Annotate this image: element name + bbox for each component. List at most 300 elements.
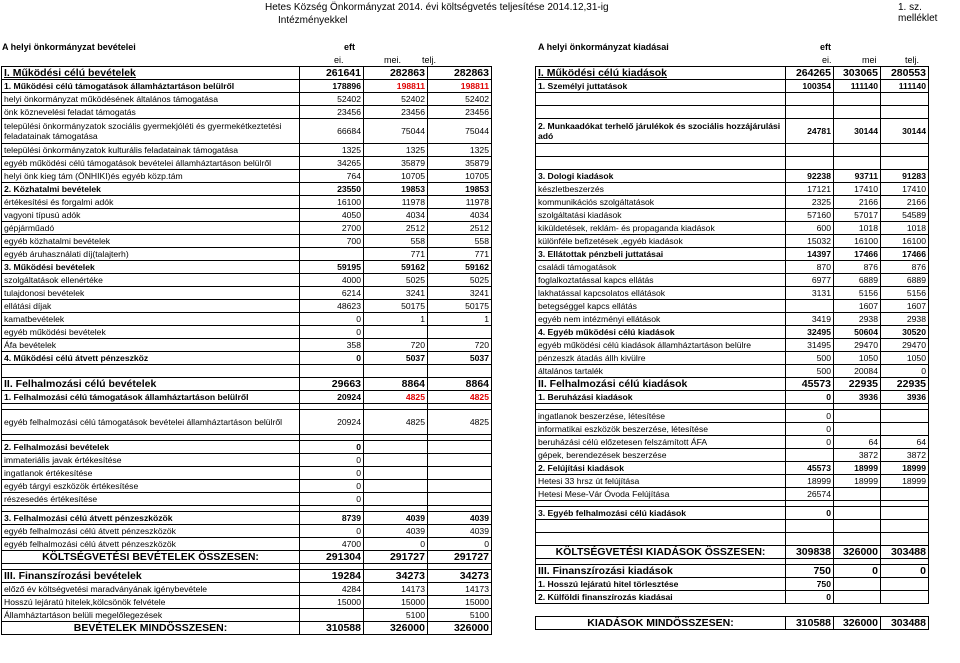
left-table-row: [2, 378, 492, 391]
left-row-value: 15000: [428, 596, 492, 609]
right-row-value: [834, 157, 881, 170]
left-row-value: 59195: [300, 261, 364, 274]
right-row-value: 0: [786, 423, 834, 436]
right-row-value: [786, 533, 834, 546]
left-row-value: 0: [300, 525, 364, 538]
right-row-label: [536, 144, 786, 157]
left-row-value: 75044: [428, 119, 492, 144]
left-row-value: 52402: [364, 93, 428, 106]
left-table-row: [2, 93, 492, 106]
right-row-value: 3872: [834, 449, 881, 462]
right-table-row: [536, 410, 929, 423]
left-row-value: 326000: [428, 622, 492, 635]
left-row-value: [364, 493, 428, 506]
right-table-row: [536, 326, 929, 339]
left-table-row: [2, 80, 492, 93]
right-table-row: [536, 436, 929, 449]
right-table-row: [536, 300, 929, 313]
left-row-value: 5100: [364, 609, 428, 622]
right-table-row: [536, 604, 929, 617]
right-row-label: KIADÁSOK MINDÖSSZESEN:: [536, 617, 786, 630]
left-row-value: 59162: [364, 261, 428, 274]
left-row-value: 52402: [428, 93, 492, 106]
left-table-row: [2, 538, 492, 551]
left-row-value: 0: [428, 538, 492, 551]
left-row-value: 0: [300, 326, 364, 339]
left-col-mei: mei.: [384, 55, 402, 65]
left-row-value: 0: [300, 467, 364, 480]
right-row-label: 2. Külföldi finanszírozás kiadásai: [536, 591, 786, 604]
left-row-value: 558: [428, 235, 492, 248]
left-row-value: 3241: [364, 287, 428, 300]
right-row-value: [834, 93, 881, 106]
right-row-value: [834, 144, 881, 157]
right-row-value: 16100: [834, 235, 881, 248]
document-title: Hetes Község Önkormányzat 2014. évi költségvetés teljesítése 2014.12,31-ig: [265, 2, 609, 13]
revenue-table: [1, 66, 492, 635]
right-row-label: különféle befizetések ,egyéb kiadások: [536, 235, 786, 248]
left-table-row: [2, 157, 492, 170]
right-row-value: [834, 488, 881, 501]
right-table-row: [536, 617, 929, 630]
right-row-value: 18999: [786, 475, 834, 488]
right-row-value: [786, 449, 834, 462]
left-row-value: [300, 248, 364, 261]
right-row-value: 54589: [881, 209, 929, 222]
right-row-value: [881, 507, 929, 520]
right-row-value: 876: [834, 261, 881, 274]
left-row-label: II. Felhalmozási célú bevételek: [2, 378, 300, 391]
right-row-value: 326000: [834, 617, 881, 630]
right-row-label: pénzeszk átadás állh kivülre: [536, 352, 786, 365]
right-row-value: 18999: [834, 475, 881, 488]
left-table-row: [2, 596, 492, 609]
left-table-row: [2, 467, 492, 480]
right-row-value: [881, 533, 929, 546]
left-row-label: egyéb felhalmozási célú átvett pénzeszközök: [2, 538, 300, 551]
left-table-row: [2, 622, 492, 635]
left-row-label: immateriális javak értékesítése: [2, 454, 300, 467]
left-table-row: [2, 339, 492, 352]
left-row-value: 11978: [428, 196, 492, 209]
right-row-value: [786, 157, 834, 170]
right-row-value: [834, 106, 881, 119]
right-row-value: 870: [786, 261, 834, 274]
left-row-label: Államháztartáson belüli megelőlegezések: [2, 609, 300, 622]
left-table-row: [2, 67, 492, 80]
right-table-row: [536, 261, 929, 274]
left-table-row: [2, 106, 492, 119]
left-row-label: 2. Felhalmozási bevételek: [2, 441, 300, 454]
right-row-value: 3936: [881, 391, 929, 404]
right-row-value: 30144: [834, 119, 881, 144]
left-row-value: 764: [300, 170, 364, 183]
left-row-value: 20924: [300, 391, 364, 404]
left-row-value: 34265: [300, 157, 364, 170]
right-row-value: [786, 300, 834, 313]
right-row-label: beruházási célú előzetesen felszámított ÁFA: [536, 436, 786, 449]
left-row-value: [300, 365, 364, 378]
right-row-label: 1. Személyi juttatások: [536, 80, 786, 93]
left-row-label: helyi önk kieg tám (ÖNHIKI)és egyéb közp.tám: [2, 170, 300, 183]
right-row-value: 750: [786, 578, 834, 591]
left-row-value: 771: [428, 248, 492, 261]
left-row-value: 66684: [300, 119, 364, 144]
right-row-label: 3. Dologi kiadások: [536, 170, 786, 183]
right-row-value: 17466: [881, 248, 929, 261]
left-row-value: [428, 493, 492, 506]
left-row-label: III. Finanszírozási bevételek: [2, 570, 300, 583]
right-row-value: 24781: [786, 119, 834, 144]
left-row-value: [428, 441, 492, 454]
right-row-value: 3131: [786, 287, 834, 300]
left-row-value: 23456: [364, 106, 428, 119]
right-table-row: [536, 507, 929, 520]
right-row-value: 500: [786, 365, 834, 378]
left-row-value: 0: [300, 313, 364, 326]
right-row-label: gépek, berendezések beszerzése: [536, 449, 786, 462]
left-row-value: 23550: [300, 183, 364, 196]
right-row-value: [881, 604, 929, 617]
left-row-label: ellátási díjak: [2, 300, 300, 313]
left-table-row: [2, 287, 492, 300]
left-heading: A helyi önkormányzat bevételei: [2, 42, 136, 52]
left-row-label: 4. Működési célú átvett pénzeszköz: [2, 352, 300, 365]
left-row-value: 34273: [364, 570, 428, 583]
left-row-value: 5037: [364, 352, 428, 365]
right-table-row: [536, 423, 929, 436]
right-row-value: 309838: [786, 546, 834, 559]
right-row-value: 876: [881, 261, 929, 274]
left-row-value: 4825: [428, 391, 492, 404]
right-row-value: [786, 144, 834, 157]
right-row-value: [834, 604, 881, 617]
left-row-value: [428, 454, 492, 467]
left-row-value: [300, 609, 364, 622]
left-row-value: 23456: [300, 106, 364, 119]
left-row-value: 10705: [428, 170, 492, 183]
right-row-value: [834, 591, 881, 604]
right-row-value: 57017: [834, 209, 881, 222]
left-row-label: előző év költségvetési maradványának igénybevétele: [2, 583, 300, 596]
left-row-value: 50175: [364, 300, 428, 313]
left-row-label: értékesítési és forgalmi adók: [2, 196, 300, 209]
left-row-label: 1. Felhalmozási célú támogatások államháztartáson belülről: [2, 391, 300, 404]
left-row-value: 4039: [364, 512, 428, 525]
right-row-value: 93711: [834, 170, 881, 183]
right-row-value: [881, 578, 929, 591]
left-table-row: [2, 261, 492, 274]
left-row-label: gépjárműadó: [2, 222, 300, 235]
right-row-value: [786, 106, 834, 119]
left-row-value: 1: [364, 313, 428, 326]
left-row-label: kamatbevételek: [2, 313, 300, 326]
right-row-value: 32495: [786, 326, 834, 339]
right-row-value: 0: [786, 507, 834, 520]
right-table-row: [536, 339, 929, 352]
left-table-row: [2, 391, 492, 404]
left-table-row: [2, 326, 492, 339]
left-row-value: 4039: [428, 525, 492, 538]
right-table-row: [536, 365, 929, 378]
expenditure-table: [535, 66, 929, 630]
right-table-row: [536, 235, 929, 248]
right-table-row: [536, 144, 929, 157]
left-row-value: 4284: [300, 583, 364, 596]
right-row-value: 0: [786, 591, 834, 604]
right-row-value: [786, 604, 834, 617]
right-row-value: 0: [881, 565, 929, 578]
right-row-value: 16100: [881, 235, 929, 248]
right-col-ei: ei.: [822, 55, 832, 65]
right-table-row: [536, 475, 929, 488]
right-table-row: [536, 209, 929, 222]
left-table-row: [2, 235, 492, 248]
right-row-value: 2166: [881, 196, 929, 209]
left-row-value: 15000: [300, 596, 364, 609]
right-row-value: 5156: [881, 287, 929, 300]
right-table-row: [536, 578, 929, 591]
right-row-label: betegséggel kapcs ellátás: [536, 300, 786, 313]
right-row-value: 1018: [881, 222, 929, 235]
right-table-row: [536, 462, 929, 475]
right-row-label: II. Felhalmozási célú kiadások: [536, 378, 786, 391]
left-row-label: BEVÉTELEK MINDÖSSZESEN:: [2, 622, 300, 635]
right-row-value: 264265: [786, 67, 834, 80]
right-row-value: 2166: [834, 196, 881, 209]
right-row-value: 29470: [881, 339, 929, 352]
right-row-value: 18999: [834, 462, 881, 475]
right-row-value: 2938: [881, 313, 929, 326]
right-table-row: [536, 313, 929, 326]
left-table-row: [2, 480, 492, 493]
right-row-value: 45573: [786, 462, 834, 475]
left-row-value: 52402: [300, 93, 364, 106]
left-row-label: 1. Működési célú támogatások államháztartáson belülről: [2, 80, 300, 93]
left-row-value: 19284: [300, 570, 364, 583]
left-row-label: egyéb tárgyi eszközök értékesítése: [2, 480, 300, 493]
left-row-value: 19853: [364, 183, 428, 196]
left-row-value: 178896: [300, 80, 364, 93]
left-row-value: 59162: [428, 261, 492, 274]
left-row-value: 282863: [428, 67, 492, 80]
right-row-value: [834, 533, 881, 546]
right-row-value: 15032: [786, 235, 834, 248]
left-row-value: 0: [300, 454, 364, 467]
right-row-value: [881, 591, 929, 604]
left-row-value: 5025: [364, 274, 428, 287]
right-table-row: [536, 591, 929, 604]
right-row-value: 3419: [786, 313, 834, 326]
left-table-row: [2, 551, 492, 564]
right-row-value: [881, 106, 929, 119]
left-row-label: települési önkormányzatok kulturális feladatainak támogatása: [2, 144, 300, 157]
right-row-label: egyéb nem intézményi ellátások: [536, 313, 786, 326]
right-row-value: 0: [786, 391, 834, 404]
right-table-row: [536, 93, 929, 106]
right-row-value: 91283: [881, 170, 929, 183]
right-row-value: 64: [881, 436, 929, 449]
right-col-telj: telj.: [905, 55, 920, 65]
left-table-row: [2, 365, 492, 378]
right-row-label: 3. Egyéb felhalmozási célú kiadások: [536, 507, 786, 520]
left-row-value: 8864: [428, 378, 492, 391]
left-row-value: 23456: [428, 106, 492, 119]
left-row-value: 558: [364, 235, 428, 248]
left-row-value: 11978: [364, 196, 428, 209]
right-table-row: [536, 449, 929, 462]
right-row-label: 2. Munkaadókat terhelő járulékok és szociális hozzájárulási adó: [536, 119, 786, 144]
left-row-value: [364, 365, 428, 378]
left-row-value: 198811: [428, 80, 492, 93]
left-col-ei: ei.: [334, 55, 344, 65]
right-row-label: [536, 106, 786, 119]
right-row-label: Hetesi Mese-Vár Óvoda Felújítása: [536, 488, 786, 501]
right-row-label: készletbeszerzés: [536, 183, 786, 196]
right-row-value: [834, 520, 881, 533]
right-table-row: [536, 80, 929, 93]
right-row-value: 17410: [834, 183, 881, 196]
right-table-row: [536, 391, 929, 404]
right-row-value: [834, 507, 881, 520]
left-row-value: 291727: [428, 551, 492, 564]
right-row-value: 30144: [881, 119, 929, 144]
right-row-value: [881, 423, 929, 436]
right-row-value: 3872: [881, 449, 929, 462]
right-row-label: egyéb működési célú kiadások államháztartáson belülre: [536, 339, 786, 352]
left-table-row: [2, 183, 492, 196]
right-table-row: [536, 222, 929, 235]
right-row-value: 18999: [881, 462, 929, 475]
right-row-value: 3936: [834, 391, 881, 404]
left-row-value: 8739: [300, 512, 364, 525]
right-table-row: [536, 157, 929, 170]
right-table-row: [536, 119, 929, 144]
right-row-label: általános tartalék: [536, 365, 786, 378]
left-row-value: 6214: [300, 287, 364, 300]
left-row-value: 771: [364, 248, 428, 261]
left-table-row: [2, 570, 492, 583]
left-row-value: 35879: [428, 157, 492, 170]
right-row-value: [881, 410, 929, 423]
right-table-row: [536, 565, 929, 578]
right-heading: A helyi önkormányzat kiadásai: [538, 42, 669, 52]
right-row-label: foglalkoztatással kapcs ellátás: [536, 274, 786, 287]
right-row-value: 20084: [834, 365, 881, 378]
left-row-value: 4825: [364, 410, 428, 435]
left-row-value: [364, 467, 428, 480]
right-row-value: 1018: [834, 222, 881, 235]
right-row-label: 1. Hosszú lejáratú hitel törlesztése: [536, 578, 786, 591]
left-row-value: 35879: [364, 157, 428, 170]
left-table-row: [2, 313, 492, 326]
left-row-value: 1325: [300, 144, 364, 157]
left-row-value: 5100: [428, 609, 492, 622]
left-row-label: egyéb működési célú támogatások bevételei államháztartáson belülről: [2, 157, 300, 170]
left-row-value: [428, 480, 492, 493]
right-row-label: lakhatással kapcsolatos ellátások: [536, 287, 786, 300]
right-row-value: 303488: [881, 546, 929, 559]
left-row-value: 4000: [300, 274, 364, 287]
left-row-value: 4034: [428, 209, 492, 222]
left-row-label: 2. Közhatalmi bevételek: [2, 183, 300, 196]
left-table-row: [2, 300, 492, 313]
right-row-value: [834, 423, 881, 436]
left-row-value: 4700: [300, 538, 364, 551]
right-table-row: [536, 170, 929, 183]
left-row-value: 261641: [300, 67, 364, 80]
right-row-value: 22935: [834, 378, 881, 391]
left-row-value: 5025: [428, 274, 492, 287]
right-row-value: 280553: [881, 67, 929, 80]
left-row-label: települési önkormányzatok szociális gyermekjóléti és gyermekétkeztetési feladatainak támogatása: [2, 119, 300, 144]
right-row-value: 57160: [786, 209, 834, 222]
right-row-value: 500: [786, 352, 834, 365]
right-row-value: 326000: [834, 546, 881, 559]
left-table-row: [2, 119, 492, 144]
right-row-label: [536, 520, 786, 533]
left-row-label: vagyoni típusú adók: [2, 209, 300, 222]
left-row-value: 10705: [364, 170, 428, 183]
right-row-label: [536, 93, 786, 106]
right-row-value: 0: [786, 436, 834, 449]
right-row-value: 14397: [786, 248, 834, 261]
left-row-value: 16100: [300, 196, 364, 209]
left-table-row: [2, 170, 492, 183]
right-row-value: [834, 410, 881, 423]
left-row-value: 700: [300, 235, 364, 248]
right-row-value: 6889: [834, 274, 881, 287]
right-row-value: [881, 520, 929, 533]
left-row-value: 1325: [364, 144, 428, 157]
right-col-mei: mei: [862, 55, 877, 65]
left-row-value: 0: [300, 352, 364, 365]
left-row-label: 3. Működési bevételek: [2, 261, 300, 274]
right-row-label: kiküldetések, reklám- és propaganda kiadások: [536, 222, 786, 235]
left-row-value: 0: [364, 538, 428, 551]
left-table-row: [2, 512, 492, 525]
left-table-row: [2, 274, 492, 287]
document-subtitle: Intézményekkel: [278, 15, 348, 26]
right-row-value: 100354: [786, 80, 834, 93]
right-row-value: 0: [834, 565, 881, 578]
left-row-value: [364, 454, 428, 467]
left-row-value: 4039: [428, 512, 492, 525]
right-row-value: 2325: [786, 196, 834, 209]
left-row-value: 50175: [428, 300, 492, 313]
left-row-value: 2700: [300, 222, 364, 235]
right-row-value: 31495: [786, 339, 834, 352]
left-table-row: [2, 493, 492, 506]
left-row-label: KÖLTSÉGVETÉSI BEVÉTELEK ÖSSZESEN:: [2, 551, 300, 564]
left-row-value: 291727: [364, 551, 428, 564]
left-table-row: [2, 196, 492, 209]
right-row-label: 1. Beruházási kiadások: [536, 391, 786, 404]
left-unit: eft: [344, 42, 355, 52]
left-row-value: 5037: [428, 352, 492, 365]
right-row-value: [881, 157, 929, 170]
right-row-value: 303488: [881, 617, 929, 630]
left-row-label: I. Működési célú bevételek: [2, 67, 300, 80]
right-row-value: 17121: [786, 183, 834, 196]
right-row-label: családi támogatások: [536, 261, 786, 274]
left-row-value: [428, 326, 492, 339]
left-table-row: [2, 441, 492, 454]
right-table-row: [536, 488, 929, 501]
left-row-label: Áfa bevételek: [2, 339, 300, 352]
left-row-value: 291304: [300, 551, 364, 564]
right-row-value: 750: [786, 565, 834, 578]
